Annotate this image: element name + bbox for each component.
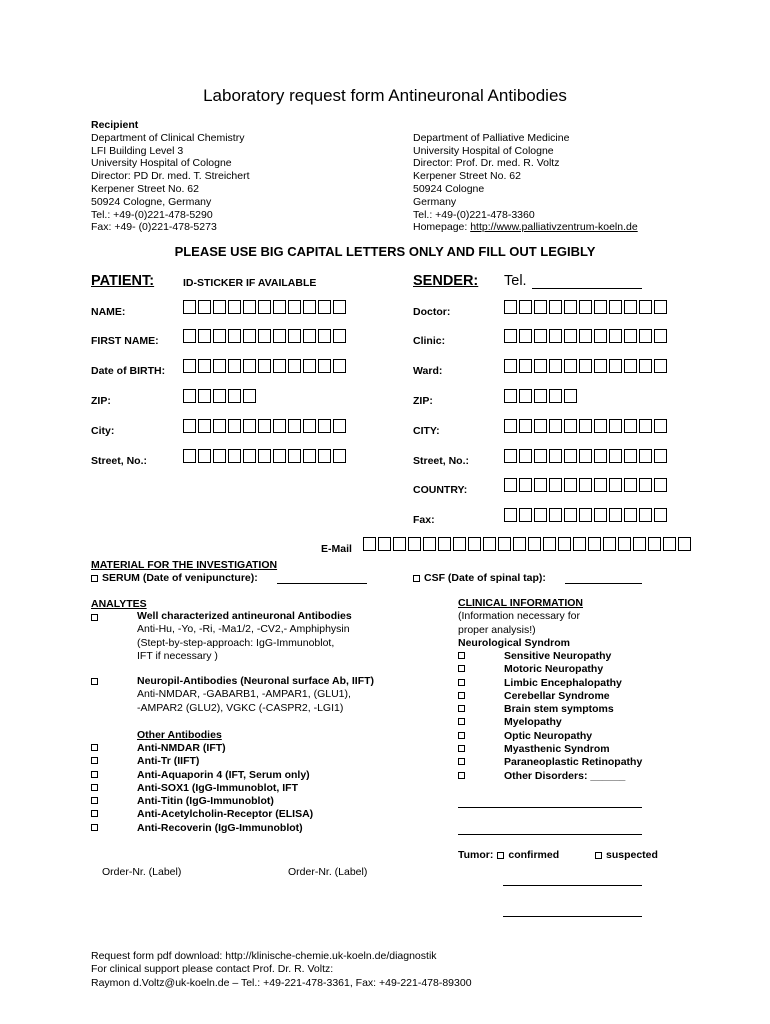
homepage-link[interactable]: http://www.palliativzentrum-koeln.de (470, 221, 638, 234)
tumor-suspected-label: suspected (606, 849, 658, 861)
id-sticker-label: ID-STICKER IF AVAILABLE (183, 277, 317, 289)
other-antibody-label: Anti-Acetylcholin-Receptor (ELISA) (137, 808, 314, 821)
wc-antibodies-title: Well characterized antineuronal Antibodies (137, 610, 352, 622)
syndrom-checkbox[interactable] (458, 665, 465, 672)
sender-heading: SENDER: (413, 273, 479, 289)
patient-name-label: NAME: (91, 306, 126, 318)
email-label: E-Mail (321, 543, 352, 555)
clinical-note-line: proper analysis!) (458, 623, 536, 636)
patient-street-boxes[interactable] (183, 449, 346, 463)
footer-line: Raymon d.Voltz@uk-koeln.de – Tel.: +49-221-478-3361, Fax: +49-221-478-89300 (91, 976, 472, 989)
other-antibodies-heading: Other Antibodies (137, 729, 222, 741)
recipient-right-line: 50924 Cologne (413, 182, 485, 195)
recipient-left-line: Tel.: +49-(0)221-478-5290 (91, 208, 213, 221)
other-antibody-item (91, 795, 313, 808)
syndrom-list (458, 650, 642, 783)
recipient-left-line: Kerpener Street No. 62 (91, 182, 199, 195)
recipient-right-block (413, 132, 638, 234)
clinical-note-line: (Information necessary for (458, 610, 580, 623)
neuropil-antibodies-title: Neuropil-Antibodies (Neuronal surface Ab, IIFT) (137, 675, 375, 687)
other-antibody-item (91, 808, 313, 821)
email-boxes[interactable] (363, 537, 691, 551)
syndrom-checkbox[interactable] (458, 732, 465, 739)
order-label-2: Order-Nr. (Label) (288, 866, 368, 878)
footer (91, 950, 472, 990)
recipient-left-line: Department of Clinical Chemistry (91, 131, 245, 144)
recipient-left-block (91, 119, 250, 234)
sender-country-label: COUNTRY: (413, 484, 468, 496)
other-antibody-label: Anti-Recoverin (IgG-Immunoblot) (137, 821, 303, 834)
patient-heading: PATIENT: (91, 273, 155, 289)
neuropil-antibodies-line: Anti-NMDAR, -GABARB1, -AMPAR1, (GLU1), (137, 688, 351, 701)
sender-city-label: CITY: (413, 425, 440, 437)
sender-ward-label: Ward: (413, 365, 443, 377)
sender-tel-label: Tel. (504, 273, 527, 289)
analytes-heading: ANALYTES (91, 598, 147, 610)
recipient-heading: Recipient (91, 119, 139, 131)
recipient-right-line: Kerpener Street No. 62 (413, 170, 521, 183)
other-antibody-label: Anti-NMDAR (IFT) (137, 742, 226, 754)
recipient-left-line: University Hospital of Cologne (91, 157, 232, 170)
other-antibody-label: Anti-Aquaporin 4 (IFT, Serum only) (137, 768, 310, 781)
other-antibody-checkbox[interactable] (91, 810, 98, 817)
instructions-notice: PLEASE USE BIG CAPITAL LETTERS ONLY AND FILL OUT LEGIBLY (174, 244, 596, 259)
csf-option (413, 572, 546, 584)
other-antibody-label: Anti-Tr (IIFT) (137, 755, 200, 768)
sender-zip-boxes[interactable] (504, 389, 577, 403)
homepage-line (413, 221, 638, 234)
serum-label: SERUM (Date of venipuncture): (102, 572, 258, 584)
syndrom-checkbox[interactable] (458, 692, 465, 699)
other-antibody-item (91, 782, 313, 795)
syndrom-item (458, 650, 642, 663)
tumor-confirmed-label: confirmed (508, 849, 560, 861)
tumor-line-2[interactable] (503, 916, 642, 917)
syndrom-item (458, 770, 642, 783)
sender-street-label: Street, No.: (413, 455, 470, 467)
syndrom-item (458, 663, 642, 676)
patient-street-label: Street, No.: (91, 455, 148, 467)
sender-city-boxes[interactable] (504, 419, 667, 433)
recipient-left-line: Fax: +49- (0)221-478-5273 (91, 221, 217, 234)
other-antibody-checkbox[interactable] (91, 744, 98, 751)
clinical-info-heading: CLINICAL INFORMATION (458, 597, 584, 609)
wc-antibodies-checkbox[interactable] (91, 614, 98, 621)
patient-first-name-label: FIRST NAME: (91, 335, 159, 347)
tumor-suspected-checkbox[interactable] (595, 852, 602, 859)
homepage-label: Homepage: (413, 221, 471, 234)
other-antibody-item (91, 769, 313, 782)
wc-antibodies-line: IFT if necessary ) (137, 649, 218, 662)
serum-date-line[interactable] (277, 583, 367, 584)
other-antibody-checkbox[interactable] (91, 757, 98, 764)
other-antibody-checkbox[interactable] (91, 824, 98, 831)
syndrom-item (458, 703, 642, 716)
sender-fax-label: Fax: (413, 514, 435, 526)
patient-birth-label: Date of BIRTH: (91, 365, 166, 377)
clinical-notes-line-2[interactable] (458, 834, 642, 835)
patient-city-label: City: (91, 425, 115, 437)
sender-doctor-boxes[interactable] (504, 300, 667, 314)
syndrom-label: Sensitive Neuropathy (504, 650, 612, 662)
other-antibodies-list (91, 742, 313, 835)
wc-antibodies-line: (Stept-by-step-approach: IgG-Immunoblot, (137, 636, 335, 649)
patient-first-name-boxes[interactable] (183, 329, 346, 343)
syndrom-label: Myasthenic Syndrom (504, 743, 610, 756)
tumor-line-1[interactable] (503, 885, 642, 886)
syndrom-label: Myelopathy (504, 716, 562, 729)
csf-label: CSF (Date of spinal tap): (424, 572, 546, 584)
syndrom-checkbox[interactable] (458, 705, 465, 712)
syndrom-checkbox[interactable] (458, 679, 465, 686)
sender-clinic-label: Clinic: (413, 335, 446, 347)
serum-option (91, 572, 258, 584)
recipient-left-line: LFI Building Level 3 (91, 144, 184, 157)
wc-antibodies-line: Anti-Hu, -Yo, -Ri, -Ma1/2, -CV2,- Amphiphysin (137, 623, 350, 636)
tumor-row (458, 849, 559, 861)
patient-zip-label: ZIP: (91, 395, 111, 407)
other-antibody-checkbox[interactable] (91, 771, 98, 778)
footer-line: For clinical support please contact Prof. Dr. R. Voltz: (91, 963, 334, 976)
other-antibody-item (91, 742, 313, 755)
tumor-suspected-option (595, 849, 658, 861)
recipient-right-line: Germany (413, 195, 457, 208)
footer-line: Request form pdf download: http://klinische-chemie.uk-koeln.de/diagnostik (91, 950, 437, 962)
other-antibody-item (91, 822, 313, 835)
neuropil-antibodies-checkbox[interactable] (91, 678, 98, 685)
syndrom-label: Brain stem symptoms (504, 703, 614, 716)
syndrom-label: Paraneoplastic Retinopathy (504, 756, 643, 769)
neuropil-antibodies-line: -AMPAR2 (GLU2), VGKC (-CASPR2, -LGI1) (137, 701, 344, 714)
syndrom-item (458, 716, 642, 729)
clinical-notes-line-1[interactable] (458, 807, 642, 808)
other-antibody-checkbox[interactable] (91, 784, 98, 791)
sender-tel-line[interactable] (532, 288, 642, 289)
clinical-info-block (458, 597, 583, 650)
recipient-right-line: Director: Prof. Dr. med. R. Voltz (413, 157, 560, 170)
syndrom-heading: Neurological Syndrom (458, 636, 571, 649)
syndrom-label: Optic Neuropathy (504, 729, 593, 742)
neuropil-antibodies-block (137, 675, 374, 715)
patient-zip-boxes[interactable] (183, 389, 256, 403)
sender-street-boxes[interactable] (504, 449, 667, 463)
recipient-right-line: Department of Palliative Medicine (413, 131, 570, 144)
csf-checkbox[interactable] (413, 575, 420, 582)
syndrom-item (458, 677, 642, 690)
syndrom-item (458, 756, 642, 769)
tumor-label: Tumor: (458, 849, 494, 861)
syndrom-checkbox[interactable] (458, 772, 465, 779)
syndrom-checkbox[interactable] (458, 718, 465, 725)
recipient-right-line: University Hospital of Cologne (413, 144, 554, 157)
syndrom-item (458, 730, 642, 743)
wc-antibodies-block (137, 610, 352, 663)
sender-zip-label: ZIP: (413, 395, 433, 407)
other-antibody-label: Anti-Titin (IgG-Immunoblot) (137, 795, 274, 808)
syndrom-label: Limbic Encephalopathy (504, 676, 622, 689)
patient-name-boxes[interactable] (183, 300, 346, 314)
sender-doctor-label: Doctor: (413, 306, 451, 318)
syndrom-checkbox[interactable] (458, 745, 465, 752)
syndrom-item (458, 743, 642, 756)
patient-birth-boxes[interactable] (183, 359, 346, 373)
syndrom-checkbox[interactable] (458, 652, 465, 659)
serum-checkbox[interactable] (91, 575, 98, 582)
other-antibody-item (91, 755, 313, 768)
recipient-right-line: Tel.: +49-(0)221-478-3360 (413, 208, 535, 221)
syndrom-item (458, 690, 642, 703)
sender-country-boxes[interactable] (504, 478, 667, 492)
sender-fax-boxes[interactable] (504, 508, 667, 522)
recipient-left-line: 50924 Cologne, Germany (91, 195, 212, 208)
order-label-1: Order-Nr. (Label) (102, 866, 182, 878)
sender-ward-boxes[interactable] (504, 359, 667, 373)
syndrom-label: Cerebellar Syndrome (504, 689, 610, 702)
syndrom-label: Motoric Neuropathy (504, 663, 604, 676)
recipient-left-line: Director: PD Dr. med. T. Streichert (91, 170, 250, 183)
csf-date-line[interactable] (565, 583, 642, 584)
syndrom-label: Other Disorders: ______ (504, 769, 626, 782)
form-title: Laboratory request form Antineuronal Antibodies (203, 86, 567, 105)
material-heading: MATERIAL FOR THE INVESTIGATION (91, 559, 278, 571)
patient-city-boxes[interactable] (183, 419, 346, 433)
other-antibody-checkbox[interactable] (91, 797, 98, 804)
syndrom-checkbox[interactable] (458, 758, 465, 765)
sender-clinic-boxes[interactable] (504, 329, 667, 343)
other-antibody-label: Anti-SOX1 (IgG-Immunoblot, IFT (137, 781, 298, 794)
tumor-confirmed-checkbox[interactable] (497, 852, 504, 859)
